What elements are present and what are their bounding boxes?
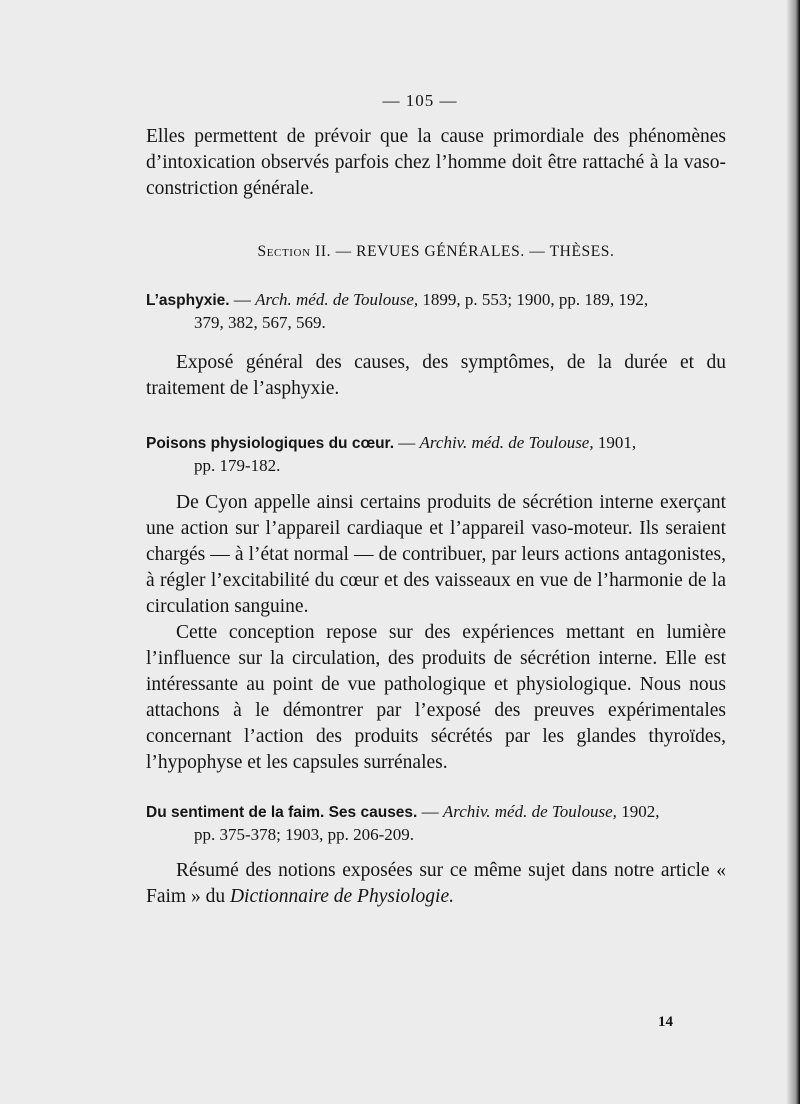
section-title: II. — REVUES GÉNÉRALES. — THÈSES. [315,243,615,260]
entry-faim [146,801,726,846]
entry-ref-line1: 1899, p. 553; 1900, pp. 189, 192, [418,290,649,309]
entry-source: Archiv. méd. de Toulouse, [419,433,594,452]
entry-heading: Poisons physiologiques du cœur. [146,435,395,452]
section-label: Section [257,243,311,260]
entry-heading: L’asphyxie. [146,292,230,309]
entry-body-paragraph: De Cyon appelle ainsi certains produits de sécrétion interne exerçant une action sur l’appareil cardiaque et l’appareil vaso-moteur. Ils seraient chargés — à l’état normal — de contribuer, par leurs actions antagonistes, à régler l’excitabilité du cœur et des vaisseaux en vue de l’harmonie de la circulation sanguine. [146,492,726,617]
entry-source: Arch. méd. de Toulouse, [255,290,419,309]
entry-body-paragraph [146,858,726,910]
entry-ref-line2: pp. 375-378; 1903, pp. 206-209. [194,825,415,844]
entry-asphyxie-body [146,350,726,402]
entry-ref-line1: 1901, [593,433,637,452]
entry-dash: — [417,802,443,821]
intro-text: Elles permettent de prévoir que la cause primordiale des phénomènes d’intoxication observés parfois chez l’homme doit être rattaché à la vaso-constriction générale. [146,126,726,199]
page-number: — 105 — [382,91,458,110]
entry-heading: Du sentiment de la faim. Ses causes. [146,804,418,821]
entry-dash: — [229,290,256,309]
entry-poisons-body [146,490,726,776]
entry-source: Archiv. méd. de Toulouse, [442,802,617,821]
section-heading [146,243,726,261]
dictionary-title: Dictionnaire de Physiologie. [229,886,454,907]
entry-ref-line2: pp. 179-182. [194,456,281,475]
entry-dash: — [394,433,420,452]
entry-asphyxie [146,289,726,334]
signature-mark: 14 [658,1014,673,1030]
entry-body-paragraph: Cette conception repose sur des expériences mettant en lumière l’influence sur la circulation, des produits de sécrétion interne. Elle est intéressante au point de vue pathologique et physiologique. Nous nous attachons à le démontrer par l’exposé des preuves expérimentales concernant l’action des produits sécrétés par les glandes thyroïdes, l’hypophyse et les capsules surrénales. [146,622,726,773]
entry-faim-body [146,858,726,910]
entry-body-text: Résumé des notions exposées sur ce même sujet dans notre article « Faim » du [146,860,726,907]
entry-ref-line2: 379, 382, 567, 569. [194,313,326,332]
entry-ref-line1: 1902, [616,802,660,821]
entry-poisons [146,432,726,477]
intro-paragraph [146,124,726,202]
entry-body-paragraph: Exposé général des causes, des symptômes, de la durée et du traitement de l’asphyxie. [146,352,726,399]
